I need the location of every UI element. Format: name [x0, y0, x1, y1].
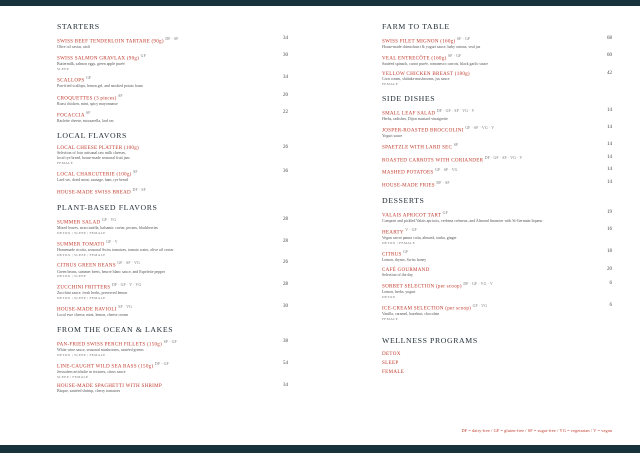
bottom-band: [0, 445, 640, 453]
wellness-title: WELLNESS PROGRAMS: [382, 335, 478, 345]
item-price: 34: [283, 75, 288, 81]
item-description: Lard sec, dried meat, sausage, ham, rye bread: [57, 178, 128, 183]
item-tags: DF · GF · V · VG: [111, 283, 142, 288]
item-description: Selection of the day: [382, 273, 414, 277]
item-wellness-tags: FEMALE: [57, 161, 74, 166]
section-title: LOCAL FLAVORS: [57, 131, 127, 141]
item-wellness-tags: DETOX | SLEEP | FEMALE: [57, 296, 106, 301]
item-name: CITRUS: [382, 251, 402, 258]
item-name: SORBET SELECTION (per scoop): [382, 283, 462, 290]
item-tags: DF · GF · SF · VG · V: [436, 108, 475, 113]
item-price: 14: [607, 124, 612, 130]
menu-item: [382, 53, 612, 67]
item-price: 30: [283, 304, 288, 310]
item-tags: DF · SF: [165, 37, 179, 41]
item-tags: SF · GF: [448, 54, 462, 59]
item-description: White wine sauce, seasonal mushrooms, sautéed greens: [57, 348, 144, 353]
menu-item: [57, 169, 288, 183]
item-wellness-tags: DETOX: [382, 295, 396, 300]
item-wellness-tags: SLEEP | FEMALE: [57, 375, 89, 380]
item-name: ZUCCHINI FRITTERS: [57, 285, 111, 292]
item-tags: SF · VG: [118, 305, 133, 310]
item-price: 6: [609, 303, 612, 309]
item-name: HOUSE-MADE RAVIOLI: [57, 306, 117, 313]
item-name-line: [382, 142, 612, 151]
item-wellness-tags: DETOX | SLEEP | FEMALE: [57, 252, 106, 257]
item-wellness-tags: DETOX | SLEEP | FEMALE: [57, 230, 106, 235]
item-description: Yogurt sauce: [382, 134, 403, 139]
section-title: FARM TO TABLE: [382, 22, 450, 31]
menu-section: [57, 22, 288, 124]
item-name: LOCAL CHEESE PLATTER (100g): [57, 145, 139, 152]
top-band: [0, 0, 640, 6]
menu-section: [382, 196, 612, 322]
menu-item: [57, 239, 288, 258]
menu-item: [57, 36, 288, 50]
item-name: SPAETZLE WITH LARD SEC: [382, 145, 453, 152]
wellness-item-detox: DETOX: [382, 350, 401, 357]
item-tags: DF · GF · SF · VG · V: [484, 155, 523, 160]
item-price: 6: [609, 281, 612, 287]
item-name-line: [57, 339, 288, 348]
item-description: Lemon, thyme, Swiss honey: [382, 258, 427, 263]
item-price: 68: [607, 36, 612, 41]
menu-item: [382, 125, 612, 139]
item-name: ROASTED CARROTS WITH CORIANDER: [382, 157, 484, 164]
item-description: House-made chimichurri & yogurt sauce, baby onions, veal jus: [382, 45, 481, 50]
diet-legend: DF = dairy-free / GF = gluten-free / SF = sugar-free / VG = vegetarian / V = vegan: [461, 428, 612, 433]
item-description: Bisque, sautéed shrimp, cherry tomatoes: [57, 389, 121, 394]
item-tags: GF · VG: [472, 304, 488, 309]
item-price: 14: [607, 167, 612, 173]
menu-item: [382, 303, 612, 322]
item-description: Lemon, herbs, yogurt: [382, 290, 416, 295]
item-tags: SF · GF: [456, 37, 471, 41]
item-tags: GF · VG: [101, 217, 117, 222]
item-price: 14: [607, 154, 612, 160]
item-name: YELLOW CHICKEN BREAST (180g): [382, 70, 470, 77]
item-description: Buttermilk, salmon eggs, green apple purée: [57, 62, 125, 67]
item-name-line: [382, 303, 612, 312]
item-price: 18: [607, 249, 612, 255]
item-description: Homemade ricotta, seasonal Swiss tomatoes, tomato water, olive oil caviar: [57, 247, 174, 252]
item-name: SCALLOPS: [57, 77, 85, 84]
item-price: 38: [283, 339, 288, 345]
item-name-line: [57, 260, 288, 269]
menu-item: [57, 282, 288, 301]
menu-item: [382, 71, 612, 87]
item-name: SUMMER SALAD: [57, 219, 101, 226]
item-price: 16: [607, 227, 612, 233]
menu-item: [382, 36, 612, 50]
item-name: CAFÉ GOURMAND: [382, 266, 430, 273]
item-name: SMALL LEAF SALAD: [382, 110, 436, 117]
item-price: 34: [283, 36, 288, 41]
item-tags: SF: [453, 143, 459, 148]
item-name-line: [57, 75, 288, 84]
item-description: Roast chicken, mint, spicy mayonnaise: [57, 101, 118, 106]
item-price: 14: [607, 107, 612, 113]
item-name: HOUSE-MADE FRIES: [382, 182, 435, 189]
item-tags: V · GF: [405, 228, 417, 233]
item-price: 26: [283, 260, 288, 266]
item-name-line: [382, 180, 612, 189]
item-price: 26: [283, 145, 288, 151]
item-name-line: [382, 53, 612, 62]
item-tags: DF · GF: [154, 362, 169, 367]
menu-item: [382, 281, 612, 300]
item-name-line: [57, 53, 288, 62]
menu-item: [57, 75, 288, 89]
wellness-item-female: FEMALE: [382, 368, 405, 375]
item-tags: GF: [403, 250, 409, 255]
section-title: STARTERS: [57, 22, 100, 31]
menu-item: [57, 217, 288, 236]
item-tags: GF: [140, 54, 146, 59]
item-wellness-tags: DETOX | SLEEP | FEMALE: [57, 353, 106, 358]
menu-item: [57, 260, 288, 279]
item-name-line: [382, 155, 612, 164]
item-name-line: [57, 110, 288, 119]
item-name-line: [57, 217, 288, 226]
item-price: 20: [283, 92, 288, 98]
item-price: 42: [607, 70, 612, 76]
item-tags: GF · SF · VG: [117, 261, 140, 266]
item-wellness-tags: FEMALE: [382, 82, 399, 87]
item-name: SWISS FILET MIGNON (160g): [382, 38, 456, 45]
item-tags: GF · V: [106, 239, 118, 244]
menu-item: [57, 187, 288, 196]
menu-section: [382, 22, 612, 87]
item-name: VEAL ENTRECÔTE (160g): [382, 56, 447, 63]
wellness-item-sleep: SLEEP: [382, 359, 399, 366]
menu-item: [57, 383, 288, 394]
menu-item: [382, 167, 612, 176]
item-description: local rye bread, house-made seasonal fruit jam: [57, 156, 130, 161]
item-tags: SF · GF: [163, 340, 177, 345]
menu-item: [382, 227, 612, 246]
menu-item: [57, 145, 288, 166]
menu-section: [57, 203, 288, 319]
item-name-line: [57, 169, 288, 178]
item-price: 30: [283, 53, 288, 59]
item-price: 34: [283, 383, 288, 388]
item-description: Local ewe cheese, mint, lemon, cheese cream: [57, 313, 128, 318]
item-wellness-tags: DETOX | SLEEP: [57, 274, 87, 279]
item-price: 19: [607, 209, 612, 215]
section-title: SIDE DISHES: [382, 93, 436, 103]
item-tags: GF · SF · VG: [435, 168, 458, 173]
item-name: ICE-CREAM SELECTION (per scoop): [382, 305, 472, 312]
item-name-line: [382, 210, 612, 219]
menu-item: [57, 53, 288, 72]
item-name-line: [382, 36, 612, 45]
item-name: HOUSE-MADE SWISS BREAD: [57, 189, 131, 196]
item-name: SWISS BEEF TENDERLOIN TARTARE (90g): [57, 38, 164, 45]
item-description: Pan-fried scallops, lemon gel, and smoked potato foam: [57, 84, 143, 89]
item-description: Green beans, summer beets, beurre blanc sauce, and Espelette pepper: [57, 269, 166, 274]
item-price: 28: [283, 216, 288, 222]
item-description: Vanilla, caramel, hazelnut, chocolate: [382, 312, 440, 317]
item-tags: SF: [86, 111, 91, 116]
item-description: Mixed leaves, stracciatella, balsamic caviar, pecans, blackberries: [57, 225, 158, 230]
item-name-line: [382, 227, 612, 236]
menu-item: [57, 110, 288, 124]
menu-item: [382, 180, 612, 189]
item-tags: DF · SF: [436, 180, 450, 185]
item-name: MASHED POTATOES: [382, 170, 434, 177]
item-name: VALAIS APRICOT TART: [382, 212, 442, 219]
item-tags: SF: [118, 93, 123, 98]
item-description: Selection of four artisanal raw milk cheeses,: [57, 151, 127, 156]
menu-item: [382, 142, 612, 151]
item-price: 20: [607, 266, 612, 272]
item-price: 60: [607, 53, 612, 59]
item-tags: GF: [86, 76, 92, 81]
item-description: Jerusalem artichoke in textures, citrus sauce: [57, 370, 126, 375]
item-name: LINE-CAUGHT WILD SEA BASS (150g): [57, 363, 154, 370]
menu-item: [57, 93, 288, 107]
item-name-line: [382, 108, 612, 117]
item-name-line: [382, 281, 612, 290]
item-name: CITRUS GREEN BEANS: [57, 263, 116, 270]
wellness-programs: [382, 336, 612, 377]
item-description: Raclette cheese, mozzarella, lard sec: [57, 119, 115, 124]
item-wellness-tags: SLEEP: [57, 67, 70, 72]
menu-item: [382, 210, 612, 224]
menu-right-column: [382, 22, 612, 384]
section-title: PLANT-BASED FLAVORS: [57, 202, 158, 212]
item-name-line: [382, 167, 612, 176]
item-name-line: [382, 125, 612, 134]
item-description: Herbs, radishes, Dijon mustard vinaigrette: [382, 116, 448, 121]
item-name: HOUSE-MADE SPAGHETTI WITH SHRIMP: [57, 383, 162, 389]
item-description: Corn cream, shiitake mushrooms, jus sauce: [382, 77, 450, 82]
menu-item: [382, 108, 612, 122]
item-price: 14: [607, 179, 612, 185]
item-tags: DF · SF: [132, 187, 146, 192]
item-name: CROQUETTES (3 pieces): [57, 95, 117, 102]
item-name-line: [57, 361, 288, 370]
item-tags: GF: [442, 210, 448, 215]
item-description: Vegan carrot panna cotta, almond, tonka, ginger: [382, 236, 457, 241]
menu-section: [382, 94, 612, 189]
item-description: Compote and pickled Valais apricots, verbena crémeux, and Almond financier with St-Germain liqueur: [382, 219, 543, 224]
menu-section: [57, 325, 288, 394]
item-description: Zucchini sauce, fresh herbs, preserved lemon: [57, 291, 128, 296]
menu-item: [382, 249, 612, 263]
item-price: 22: [283, 110, 288, 116]
item-wellness-tags: FEMALE: [382, 317, 399, 322]
item-tags: DF · GF · VG · V: [463, 282, 493, 287]
item-name: LOCAL CHARCUTERIE (100g): [57, 171, 132, 178]
item-name-line: [382, 249, 612, 258]
item-name: JOSPER-ROASTED BROCCOLINI: [382, 127, 464, 134]
item-name: SUMMER TOMATO: [57, 241, 105, 248]
menu-item: [382, 267, 612, 278]
item-name: FOCACCIA: [57, 112, 85, 119]
section-title: FROM THE OCEAN & LAKES: [57, 325, 174, 335]
menu-section: [57, 131, 288, 196]
item-name: HEARTY: [382, 230, 404, 236]
item-name-line: [57, 304, 288, 313]
item-name-line: [57, 93, 288, 102]
menu-item: [57, 304, 288, 318]
item-name: SWISS SALMON GRAVLAX (90g): [57, 56, 140, 63]
item-tags: SF: [133, 170, 138, 175]
item-tags: GF · SF · VG · V: [465, 125, 495, 130]
item-price: 54: [283, 361, 288, 367]
item-name-line: [57, 239, 288, 248]
item-price: 36: [283, 169, 288, 175]
item-price: 14: [607, 142, 612, 148]
item-name-line: [57, 282, 288, 291]
item-wellness-tags: DETOX | FEMALE: [382, 241, 416, 246]
section-title: DESSERTS: [382, 195, 425, 205]
item-name-line: [57, 36, 288, 45]
menu-left-column: [57, 22, 288, 401]
item-price: 28: [283, 282, 288, 288]
menu-item: [57, 339, 288, 358]
item-description: Olive oil caviar, aioli: [57, 45, 90, 50]
item-price: 28: [283, 238, 288, 244]
menu-item: [57, 361, 288, 380]
item-description: Sautéed spinach, carrot purée, romanesco carrots, black garlic sauce: [382, 62, 488, 67]
item-name-line: [57, 187, 288, 196]
item-name: PAN-FRIED SWISS PERCH FILLETS (150g): [57, 341, 163, 348]
menu-item: [382, 155, 612, 164]
